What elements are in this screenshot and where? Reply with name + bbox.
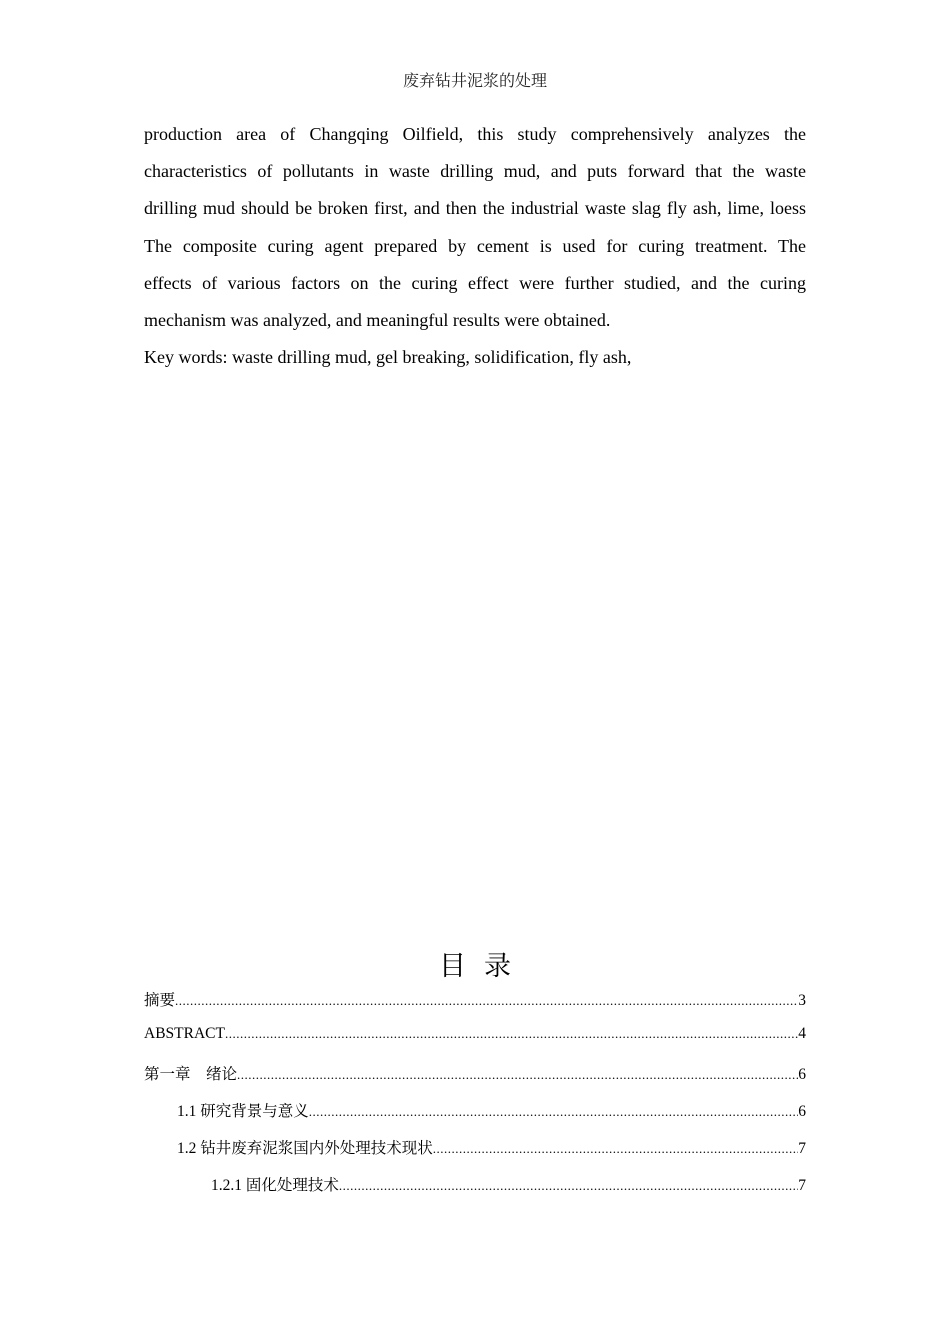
keywords: Key words: waste drilling mud, gel breaking, solidification, fly ash, [144,347,632,367]
toc-entry-page: 7 [798,1140,806,1157]
toc-entry-section-1-2-1[interactable] [144,1173,806,1210]
toc-title: 目录 [439,951,529,982]
toc-entry-page: 7 [798,1177,806,1194]
toc-leader-dots [339,1178,798,1194]
toc-leader-dots [433,1141,798,1157]
toc-entry-page: 6 [798,1066,806,1083]
toc-entry-abstract-en[interactable] [144,1025,806,1062]
toc-entry-chapter-1[interactable] [144,1062,806,1099]
toc-leader-dots [225,1026,798,1042]
abstract-line: drilling mud should be broken first, and then the industrial waste slag fly ash, lime, loess [144,198,806,219]
abstract-line: production area of Changqing Oilfield, this study comprehensively analyzes the [144,124,806,144]
abstract-line: mechanism was analyzed, and meaningful results were obtained. [144,309,611,330]
table-of-contents [144,988,806,1210]
toc-entry-abstract-cn[interactable] [144,988,806,1025]
page-header: 废弃钻井泥浆的处理 [402,71,547,90]
toc-entry-section-1-2[interactable] [144,1136,806,1173]
toc-entry-label: 1.2 钻井废弃泥浆国内外处理技术现状 [177,1140,433,1157]
toc-entry-section-1-1[interactable] [144,1099,806,1136]
toc-entry-page: 6 [798,1103,806,1120]
toc-entry-label: 第一章 绪论 [144,1066,238,1083]
toc-leader-dots [309,1104,798,1120]
toc-entry-label: ABSTRACT [144,1025,225,1042]
toc-leader-dots [237,1067,798,1083]
abstract-line: The composite curing agent prepared by cement is used for curing treatment. The [144,235,806,256]
abstract-line: effects of various factors on the curing effect were further studied, and the curing [144,272,806,293]
toc-entry-page: 3 [798,992,806,1009]
toc-entry-label: 1.1 研究背景与意义 [177,1103,309,1120]
toc-entry-label: 1.2.1 固化处理技术 [211,1177,339,1194]
toc-leader-dots [175,993,798,1009]
abstract-body [144,116,806,339]
toc-entry-page: 4 [798,1025,806,1042]
toc-entry-label: 摘要 [144,992,176,1009]
abstract-line: characteristics of pollutants in waste drilling mud, and puts forward that the waste [144,161,806,182]
